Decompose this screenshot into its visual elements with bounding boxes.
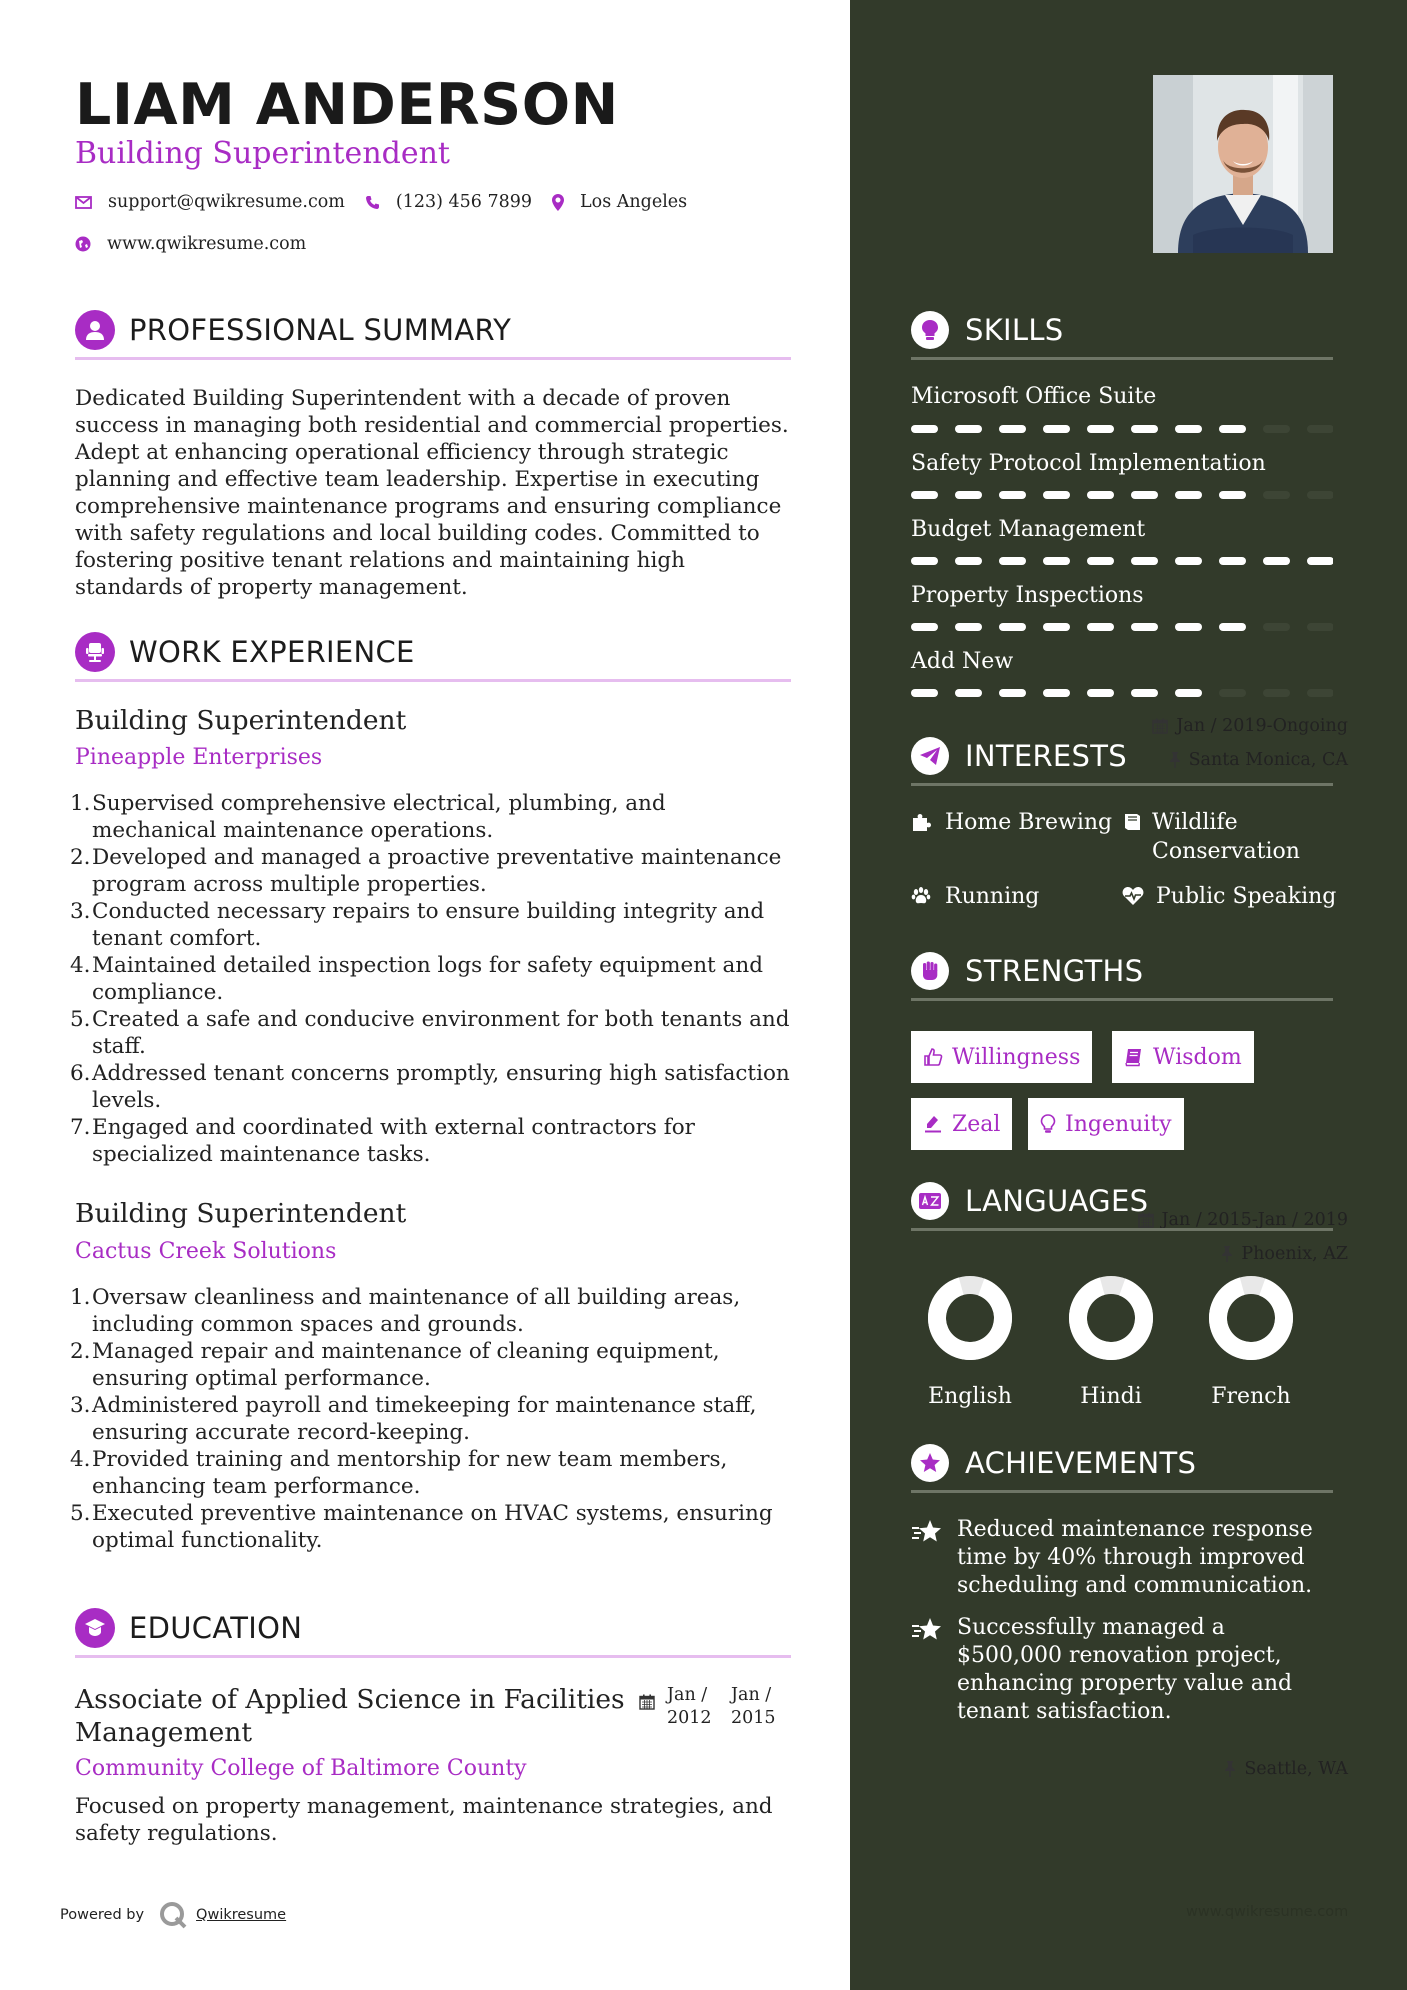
job-dates: Jan / 2019-Ongoing: [1152, 716, 1348, 736]
skill-dash: [1219, 425, 1246, 433]
puzzle-icon: [911, 808, 935, 832]
skill-dash: [1263, 689, 1290, 697]
skill-dash: [1219, 557, 1246, 565]
list-item: 2. Managed repair and maintenance of cleaning equipment, ensuring optimal performance.: [70, 1339, 720, 1391]
list-item: 6. Addressed tenant concerns promptly, ensuring high satisfaction levels.: [70, 1061, 790, 1113]
skill-dash: [955, 557, 982, 565]
language-name: French: [1211, 1384, 1291, 1409]
skill-level-bar: [911, 490, 1333, 500]
skill-dash: [1175, 425, 1202, 433]
company-name: Cactus Creek Solutions: [75, 1239, 337, 1264]
book-icon: [1122, 808, 1142, 832]
language-ring: [915, 1270, 1025, 1366]
pen-icon: [923, 1114, 943, 1134]
skill-dash: [955, 425, 982, 433]
skill-dash: [911, 491, 938, 499]
experience-heading: WORK EXPERIENCE: [75, 634, 791, 682]
language-ring: [1056, 1270, 1166, 1366]
education-location: Seattle, WA: [1224, 1759, 1348, 1779]
language-name: Hindi: [1080, 1384, 1142, 1409]
skills-heading: SKILLS: [911, 312, 1333, 360]
strength-chip: Willingness: [911, 1031, 1092, 1083]
list-item: 4. Maintained detailed inspection logs for safety equipment and compliance.: [70, 953, 763, 1005]
skill-dash: [1043, 557, 1070, 565]
list-item: 2. Developed and managed a proactive preventative maintenance program across multiple properties.: [70, 845, 782, 897]
job-title: Building Superintendent: [75, 705, 407, 736]
website-row: [75, 234, 306, 254]
candidate-name: LIAM ANDERSON: [75, 72, 619, 138]
location-text: Los Angeles: [580, 192, 688, 212]
skill-level-bar: [911, 556, 1333, 566]
skill-dash: [1219, 491, 1246, 499]
skill-dash: [911, 689, 938, 697]
skill-dash: [1131, 425, 1158, 433]
contact-row: [75, 192, 687, 212]
office-chair-icon: [75, 632, 115, 672]
degree-title: Associate of Applied Science in Facilities Management: [75, 1684, 625, 1748]
skill-dash: [1175, 557, 1202, 565]
skill-dash: [955, 491, 982, 499]
lightbulb-icon: [911, 311, 949, 349]
skill-dash: [1307, 689, 1333, 697]
company-name: Pineapple Enterprises: [75, 745, 323, 770]
candidate-title: Building Superintendent: [75, 136, 450, 171]
achievement-item: Reduced maintenance response time by 40% through improved scheduling and communication.: [911, 1516, 1333, 1600]
achievement-item: Successfully managed a $500,000 renovation project, enhancing property value and tenant satisfaction.: [911, 1614, 1333, 1726]
skill-dash: [999, 491, 1026, 499]
calendar-icon: [1152, 718, 1168, 734]
skill-dash: [911, 425, 938, 433]
summary-heading: PROFESSIONAL SUMMARY: [75, 312, 791, 360]
skill-dash: [999, 425, 1026, 433]
interest-item: Home Brewing: [911, 808, 1112, 837]
skill-dash: [1087, 425, 1114, 433]
interests-heading: INTERESTS: [911, 738, 1333, 786]
interest-item: Running: [911, 882, 1039, 911]
skill-dash: [1219, 689, 1246, 697]
job-location: Phoenix, AZ: [1221, 1244, 1348, 1264]
translate-icon: [911, 1182, 949, 1220]
skill-dash: [1307, 623, 1333, 631]
star-icon: [911, 1516, 957, 1600]
powered-by: Powered by Qwikresume: [60, 1900, 286, 1930]
skill-dash: [1175, 491, 1202, 499]
paw-icon: [911, 882, 935, 906]
skill-dash: [1307, 491, 1333, 499]
star-icon: [911, 1614, 957, 1726]
fist-icon: [911, 952, 949, 990]
qwikresume-logo-icon: [158, 1900, 188, 1930]
star-badge-icon: [911, 1444, 949, 1482]
language-item: [1056, 1270, 1166, 1409]
website-link[interactable]: www.qwikresume.com: [107, 234, 307, 254]
skill-dash: [1263, 623, 1290, 631]
calendar-icon: [639, 1684, 667, 1730]
heartbeat-icon: [1122, 882, 1146, 906]
job-dates: Jan / 2015-Jan / 2019: [1138, 1210, 1348, 1230]
duty-list: [70, 790, 792, 1168]
interest-item: Wildlife Conservation: [1122, 808, 1322, 866]
skill-dash: [1263, 491, 1290, 499]
lightbulb-icon: [1040, 1114, 1056, 1134]
list-item: 3. Administered payroll and timekeeping for maintenance staff, ensuring accurate record-keeping.: [70, 1393, 757, 1445]
envelope-icon: [75, 196, 92, 209]
strength-chip: Wisdom: [1112, 1031, 1254, 1083]
skill-dash: [1263, 425, 1290, 433]
skill-dash: [1087, 557, 1114, 565]
pushpin-icon: [1224, 1761, 1236, 1777]
skill-dash: [1131, 623, 1158, 631]
skill-level-bar: [911, 424, 1333, 434]
skill-dash: [1307, 557, 1333, 565]
list-item: 5. Created a safe and conducive environment for both tenants and staff.: [70, 1007, 790, 1059]
skill-dash: [1307, 425, 1333, 433]
paper-plane-icon: [911, 737, 949, 775]
skill-dash: [911, 623, 938, 631]
skill-dash: [1131, 491, 1158, 499]
interest-item: Public Speaking: [1122, 882, 1336, 911]
strength-chip: Ingenuity: [1028, 1098, 1184, 1150]
skill-dash: [1043, 623, 1070, 631]
list-item: 3. Conducted necessary repairs to ensure building integrity and tenant comfort.: [70, 899, 765, 951]
skill-dash: [1263, 557, 1290, 565]
skill-dash: [1087, 491, 1114, 499]
skill-dash: [1131, 689, 1158, 697]
language-name: English: [928, 1384, 1012, 1409]
phone-number[interactable]: (123) 456 7899: [395, 192, 533, 212]
list-item: 1. Supervised comprehensive electrical, plumbing, and mechanical maintenance operations.: [70, 791, 666, 843]
skill-name: Property Inspections: [911, 583, 1144, 608]
strengths-heading: STRENGTHS: [911, 953, 1333, 1001]
pushpin-icon: [1221, 1246, 1233, 1262]
skill-level-bar: [911, 622, 1333, 632]
skill-dash: [999, 689, 1026, 697]
thumbs-up-icon: [923, 1047, 943, 1067]
skill-dash: [1131, 557, 1158, 565]
phone-icon: [365, 195, 380, 210]
job-location: Santa Monica, CA: [1169, 750, 1348, 770]
graduation-icon: [75, 1608, 115, 1648]
skill-dash: [1087, 689, 1114, 697]
list-item: 1. Oversaw cleanliness and maintenance of all building areas, including common spaces and grounds.: [70, 1285, 741, 1337]
skill-dash: [1043, 689, 1070, 697]
duty-list: [70, 1284, 792, 1554]
book-icon: [1124, 1047, 1144, 1067]
skill-dash: [1043, 425, 1070, 433]
language-item: [1196, 1270, 1306, 1409]
skill-name: Add New: [911, 649, 1014, 674]
language-item: [915, 1270, 1025, 1409]
list-item: 7. Engaged and coordinated with external contractors for specialized maintenance tasks.: [70, 1115, 695, 1167]
footer-url[interactable]: www.qwikresume.com: [1186, 1904, 1349, 1920]
brand-link[interactable]: Qwikresume: [196, 1907, 287, 1923]
list-item: 4. Provided training and mentorship for new team members, enhancing team performance.: [70, 1447, 728, 1499]
skill-dash: [1175, 623, 1202, 631]
skill-dash: [1175, 689, 1202, 697]
achievements-heading: ACHIEVEMENTS: [911, 1445, 1333, 1493]
skill-dash: [999, 623, 1026, 631]
skill-level-bar: [911, 688, 1333, 698]
user-icon: [75, 310, 115, 350]
school-name: Community College of Baltimore County: [75, 1756, 527, 1781]
summary-text: Dedicated Building Superintendent with a decade of proven success in managing both residential and commercial properties. Adept at enhancing operational efficiency through strategic planning and effective team leadership. Expertise in executing comprehensive maintenance programs and ensuring compliance with safety regulations and local building codes. Committed to fostering positive tenant relations and maintaining high standards of property management.: [75, 386, 789, 600]
skill-dash: [955, 689, 982, 697]
email-link[interactable]: support@qwikresume.com: [108, 192, 345, 212]
skill-name: Microsoft Office Suite: [911, 384, 1157, 409]
map-pin-icon: [552, 194, 564, 211]
skill-dash: [1087, 623, 1114, 631]
skill-dash: [1043, 491, 1070, 499]
list-item: 5. Executed preventive maintenance on HVAC systems, ensuring optimal functionality.: [70, 1501, 773, 1553]
globe-icon: [75, 236, 91, 252]
strength-chip: Zeal: [911, 1098, 1012, 1150]
skill-name: Budget Management: [911, 517, 1146, 542]
education-dates: Jan / 2012 Jan / 2015: [639, 1684, 795, 1730]
education-description: Focused on property management, maintenance strategies, and safety regulations.: [75, 1794, 773, 1846]
skill-dash: [1219, 623, 1246, 631]
skill-dash: [999, 557, 1026, 565]
skill-name: Safety Protocol Implementation: [911, 451, 1266, 476]
skill-dash: [911, 557, 938, 565]
job-title: Building Superintendent: [75, 1198, 407, 1229]
profile-photo: [1153, 75, 1333, 253]
languages-heading: LANGUAGES: [911, 1183, 1333, 1231]
language-ring: [1196, 1270, 1306, 1366]
skill-dash: [955, 623, 982, 631]
education-heading: EDUCATION: [75, 1610, 791, 1658]
